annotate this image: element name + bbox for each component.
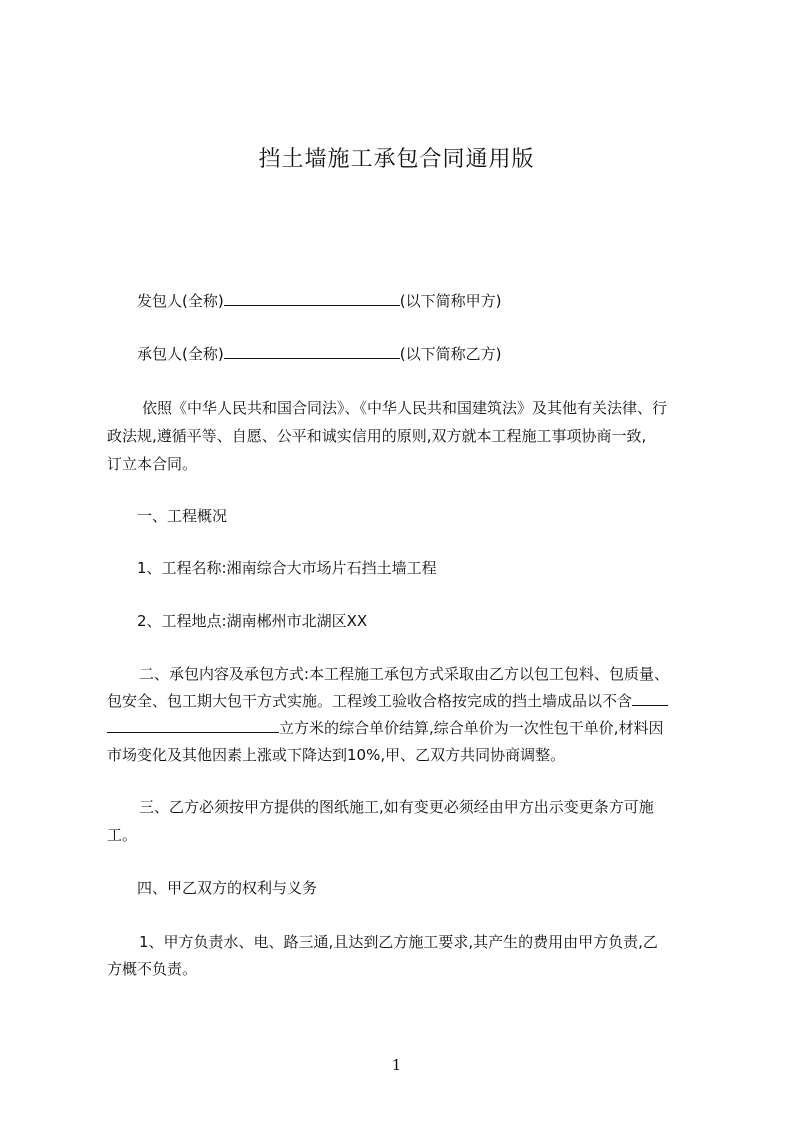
party-a-line [137,291,501,311]
party-b-suffix: (以下简称乙方) [399,345,502,363]
section4-heading: 四、甲乙双方的权利与义务 [137,879,318,897]
section2-line-3 [107,718,664,738]
section2-line-1: 二、承包内容及承包方式:本工程施工承包方式采取由乙方以包工包料、包质量、 [139,665,670,683]
preamble-line-3: 订立本合同。 [107,455,198,473]
section2-line-3-text: 立方米的综合单价结算,综合单价为一次性包干单价,材料因 [279,719,664,737]
section3-line-1: 三、乙方必须按甲方提供的图纸施工,如有变更必须经由甲方出示变更条方可施 [139,798,654,816]
preamble-line-1: 依照《中华人民共和国合同法》、《中华人民共和国建筑法》及其他有关法律、行 [142,399,668,417]
section4-item1-line-2: 方概不负责。 [107,960,198,978]
party-b-label: 承包人(全称) [137,345,224,363]
party-b-line [137,344,501,364]
section2-line-2 [107,691,668,711]
price-blank-a [632,691,668,706]
section1-item2: 2、工程地点:湖南郴州市北湖区XX [137,612,368,630]
price-blank-b [107,718,279,733]
page-title: 挡土墙施工承包合同通用版 [258,147,535,172]
section2-line-2-text: 包安全、包工期大包干方式实施。工程竣工验收合格按完成的挡土墙成品以不含 [107,692,633,710]
section4-item1-line-1: 1、甲方负责水、电、路三通,且达到乙方施工要求,其产生的费用由甲方负责,乙 [139,933,658,951]
section1-item1: 1、工程名称:湘南综合大市场片石挡土墙工程 [137,559,437,577]
section1-heading: 一、工程概况 [137,507,228,525]
party-b-blank [224,344,400,359]
party-a-label: 发包人(全称) [137,292,224,310]
section3-line-2: 工。 [107,826,138,844]
party-a-suffix: (以下简称甲方) [399,292,502,310]
preamble-line-2: 政法规,遵循平等、自愿、公平和诚实信用的原则,双方就本工程施工事项协商一致, [107,427,647,445]
party-a-blank [224,291,400,306]
section2-line-4: 市场变化及其他因素上涨或下降达到10%,甲、乙双方共同协商调整。 [107,746,566,764]
page-number: 1 [391,1056,402,1074]
